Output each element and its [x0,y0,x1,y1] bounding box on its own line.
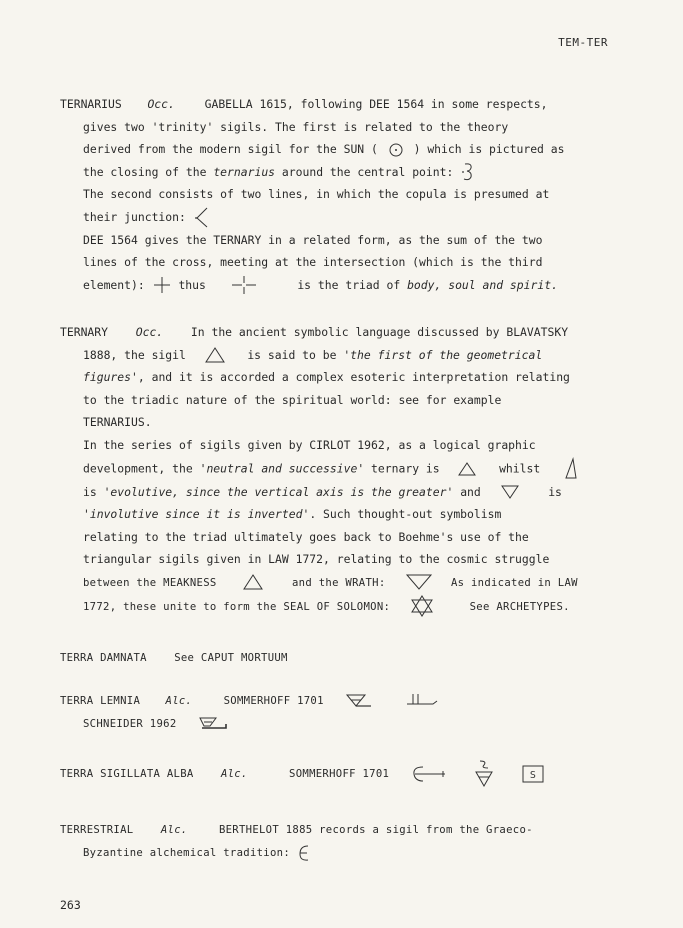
terra-sigillata-triangle-icon [474,759,494,789]
split-cross-sigil-icon [230,275,258,295]
entry-category: Alc. [165,695,193,707]
page-number: 263 [60,898,81,912]
entry-terrestrial: TERRESTRIAL Alc. BERTHELOT 1885 records a sigil from the Graeco- Byzantine alchemical tradition: [60,819,633,864]
entry-terra-lemnia: TERRA LEMNIA Alc. SOMMERHOFF 1701 SCHNEIDER 1962 [60,690,633,735]
terra-lemnia-alt-sigil-icon [405,692,439,710]
entry-line: TERNARIUS Occ. GABELLA 1615, following DEE 1564 in some respects, [60,97,548,111]
angle-sigil-icon [193,206,213,228]
entry-term: TERRA DAMNATA [60,652,147,664]
entry-ternary: TERNARY Occ. In the ancient symbolic language discussed by BLAVATSKY 1888, the sigil is said to be 'the first of the geometrical figures', and it is accorded a complex esoteric interpretation relating to the triadic nature of the spiritual world: see for example TERNARIUS. In the series of sigils given by CIRLOT 1962, as a logical graphic development, the 'neutral and successive' ternary is whilst is 'evolutive, since the vertical axis is the greater' and is 'involutive since it is inverted'. Such thought-out symbolism relating to the triad ultimately goes back to Boehme's use of the triangular sigils given in LAW 1772, relating to the cosmic struggle between the MEAKNESS and the WRATH: As indicated in LAW 1772, these unite to form the SEAL OF SOLOMON: See ARCHETYPES. [60,321,633,618]
evolutive-triangle-icon [564,457,578,481]
running-head: TEM-TER [558,36,608,49]
entry-term: TERRESTRIAL [60,824,134,836]
meakness-triangle-icon [242,573,264,591]
entry-terra-sigillata-alba: TERRA SIGILLATA ALBA Alc. SOMMERHOFF 1701 S [60,759,633,789]
terra-sigillata-box-sigil [521,764,545,784]
terra-sigillata-sigil-icon [411,763,447,785]
ternarius-closing-sigil-icon [460,162,476,182]
entry-category: Occ. [147,97,175,111]
entry-category: Occ. [135,325,164,339]
terrestrial-sigil-icon [297,843,311,863]
entry-category: Alc. [220,768,248,780]
neutral-triangle-icon [457,461,477,477]
entry-terra-damnata: TERRA DAMNATA See CAPUT MORTUUM [60,652,288,664]
seal-of-solomon-icon [410,595,434,617]
entry-category: Alc. [160,824,188,836]
entry-term: TERNARIUS [60,97,122,111]
svg-text:S: S [530,770,537,781]
schneider-sigil-icon [198,716,228,732]
inverted-triangle-icon [500,484,520,500]
entry-term: TERNARY [60,325,109,339]
cross-sigil-icon [152,276,172,294]
triangle-sigil-icon [204,346,226,364]
sun-sigil-icon [385,142,407,158]
entry-ternarius: TERNARIUS Occ. GABELLA 1615, following DEE 1564 in some respects, gives two 'trinity' sigils. The first is related to the theory derived from the modern sigil for the SUN ( ) which is pictured as the closing of the ternarius around the central point: The second consists of two lines, in which the copula is presumed at their junction: DEE 1564 gives the TERNARY in a related form, as the sum of the two lines of the cross, meeting at the intersection (which is the third element): thus is the triad of body, soul and spirit. [60,93,633,296]
entry-term: TERRA LEMNIA [60,695,141,707]
entry-term: TERRA SIGILLATA ALBA [60,768,194,780]
terra-lemnia-sigil-icon [345,692,373,710]
wrath-triangle-icon [405,573,433,591]
